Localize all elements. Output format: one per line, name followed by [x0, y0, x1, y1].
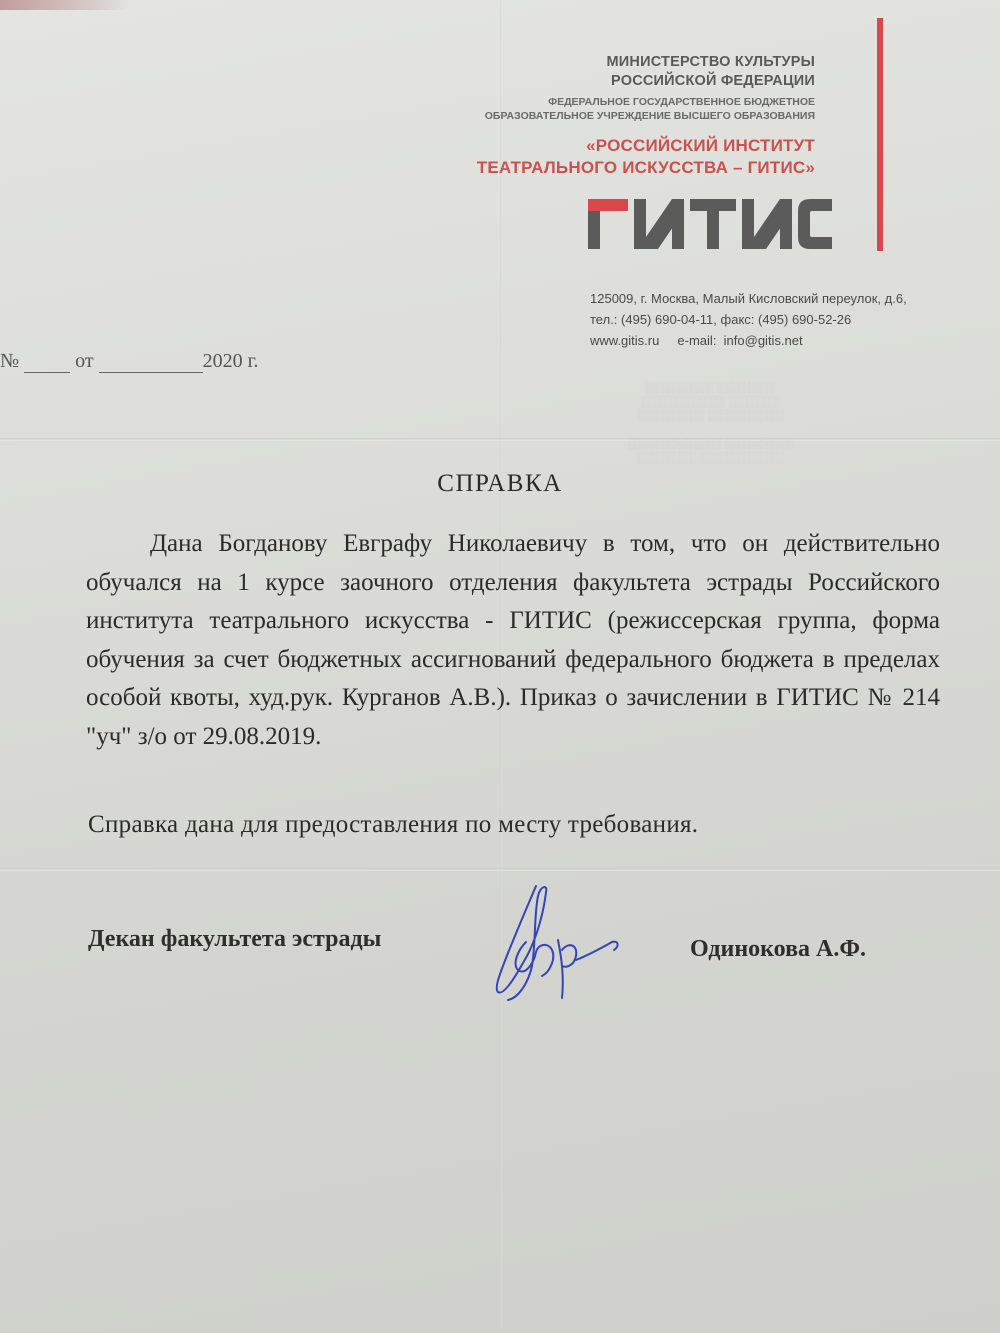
email: info@gitis.net	[723, 333, 803, 348]
number-blank	[24, 352, 70, 373]
document-number-line	[0, 350, 259, 373]
website: www.gitis.ru	[590, 333, 660, 348]
certificate-closing: Справка дана для предоставления по месту требования.	[88, 811, 699, 838]
signature-handwritten	[478, 880, 628, 1010]
document-title: СПРАВКА	[437, 470, 563, 497]
date-blank	[99, 352, 203, 373]
from-label: от	[75, 350, 94, 372]
web-line	[590, 330, 907, 351]
letterhead-accent-bar	[877, 18, 883, 251]
letterhead-ministry: МИНИСТЕРСТВО КУЛЬТУРЫ РОССИЙСКОЙ ФЕДЕРАЦИИ	[606, 54, 815, 89]
doc-year: 2020 г.	[202, 350, 259, 372]
signatory-name: Одинокова А.Ф.	[690, 936, 866, 962]
phone-line: тел.: (495) 690-04-11, факс: (495) 690-52-26	[590, 312, 852, 327]
email-label: e-mail:	[677, 333, 717, 348]
paper-stain	[0, 0, 130, 10]
number-sign: №	[0, 350, 20, 372]
certificate-body: Дана Богданову Евграфу Николаевичу в том, что он действительно обучался на 1 курсе заочного отделения факультета эстрады Российского института театрального искусства - ГИТИС (режиссерская группа, форма обучения за счет бюджетных ассигнований федерального бюджета в пределах особой квоты, худ.рук. Курганов А.В.). Приказ о зачислении в ГИТИС № 214 "уч" з/о от 29.08.2019.	[86, 530, 940, 750]
letterhead-institution-type: ФЕДЕРАЛЬНОЕ ГОСУДАРСТВЕННОЕ БЮДЖЕТНОЕ ОБРАЗОВАТЕЛЬНОЕ УЧРЕЖДЕНИЕ ВЫСШЕГО ОБРАЗОВАНИЯ	[484, 96, 815, 122]
show-through-text: ░░░░░░░░ ░░░░░░░ ░░░░░░░░░░ ░░░░░░ ░░░░░░░░ ░░░░░░░░░ ░░░░░░░░░░░ ░░░░░░░░ ░░░░░░░ ░░░░░░░░░░	[627, 380, 793, 464]
letterhead-contacts	[590, 288, 907, 351]
address-line: 125009, г. Москва, Малый Кисловский переулок, д.6,	[590, 291, 907, 306]
gitis-logo	[588, 195, 833, 253]
letterhead-institution-name: «РОССИЙСКИЙ ИНСТИТУТ ТЕАТРАЛЬНОГО ИСКУССТВА – ГИТИС»	[476, 136, 815, 177]
signatory-title: Декан факультета эстрады	[88, 926, 382, 952]
